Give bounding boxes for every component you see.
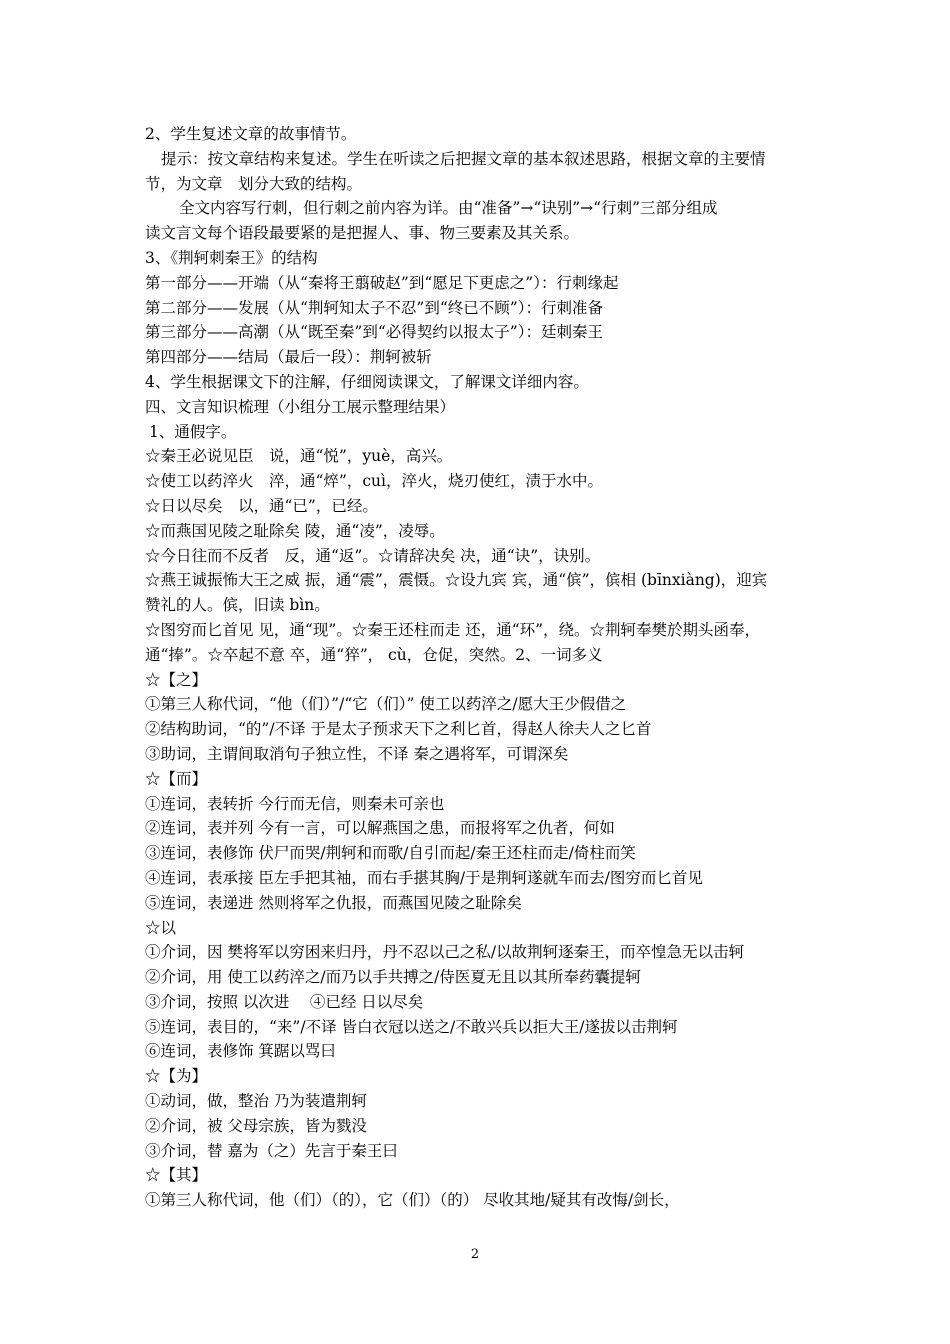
text-line: 提示：按文章结构来复述。学生在听读之后把握文章的基本叙述思路，根据文章的主要情 [161,149,766,168]
text-line: ③助词，主谓间取消句子独立性，不译 秦之遇将军，可谓深矣 [145,744,569,763]
text-line: ☆使工以药淬火 淬，通“焠”，cuì，淬火，烧刃使红，渍于水中。 [145,472,603,491]
text-line: ☆【而】 [145,769,208,788]
text-line: ②结构助词，“的”/不译 于是太子预求天下之利匕首，得赵人徐夫人之匕首 [145,720,652,739]
text-line: 第四部分——结局（最后一段）：荆轲被斩 [145,348,432,367]
text-line: ③介词，替 嘉为（之）先言于秦王曰 [145,1141,398,1160]
text-line: ③连词，表修饰 伏尸而哭/荆轲和而歌/自引而起/秦王还柱而走/倚柱而笑 [145,844,636,863]
text-line: ☆而燕国见陵之耻除矣 陵，通“凌”，凌辱。 [145,521,445,540]
text-line: ①连词，表转折 今行而无信，则秦未可亲也 [145,794,445,813]
text-line: ④连词，表承接 臣左手把其袖，而右手揕其胸/于是荆轲遂就车而去/图穷而匕首见 [145,868,703,887]
text-line: ☆【为】 [145,1067,208,1086]
text-line: 第一部分——开端（从“秦将王翦破赵”到“愿足下更虑之”）：行刺缘起 [145,273,619,292]
text-line: 2、学生复述文章的故事情节。 [145,125,357,143]
text-line: ☆燕王诚振怖大王之威 振，通“震”，震慑。☆设九宾 宾，通“傧”，傧相 (bīnxiàng)，迎宾 [145,571,768,590]
text-line: ☆秦王必说见臣 说，通“悦”，yuè，高兴。 [145,447,453,466]
text-line: 四、文言知识梳理（小组分工展示整理结果） [145,397,456,416]
text-line: ⑤连词，表目的，“来”/不译 皆白衣冠以送之/不敢兴兵以拒大王/遂拔以击荆轲 [145,1017,678,1036]
text-line: 节，为文章 划分大致的结构。 [145,174,363,193]
text-line: ☆【其】 [145,1166,208,1185]
text-line: ☆今日往而不反者 反，通“返”。☆请辞决矣 决，通“诀”，诀别。 [145,546,601,565]
text-line: ②介词，用 使工以药淬之/而乃以手共搏之/侍医夏无且以其所奉药囊提轲 [145,968,641,987]
text-line: 全文内容写行刺，但行刺之前内容为详。由“准备”→“诀别”→“行刺”三部分组成 [179,199,718,218]
text-line: 4、学生根据课文下的注解，仔细阅读课文，了解课文详细内容。 [145,372,589,391]
text-line: 第二部分——发展（从“荆轲知太子不忍”到“终已不顾”）：行刺准备 [145,298,603,317]
text-line: ⑤连词，表递进 然则将军之仇报，而燕国见陵之耻除矣 [145,893,522,912]
text-line: 3、《荆轲刺秦王》的结构 [145,248,318,267]
text-line: ③介词，按照 以次进 ④已经 日以尽矣 [145,992,424,1011]
text-line: 通“捧”。☆卒起不意 卒，通“猝”， cù，仓促，突然。2、一词多义 [145,645,603,664]
text-line: ☆【之】 [145,670,208,689]
text-line: ①第三人称代词，他（们）（的），它（们）（的） 尽收其地/疑其有改悔/剑长， [145,1191,680,1210]
text-line: ①第三人称代词，“他（们）”/“它（们）” 使工以药淬之/愿大王少假借之 [145,695,627,714]
text-line: ☆日以尽矣 以，通“已”，已经。 [145,496,378,515]
text-line: ☆以 [145,918,177,937]
text-line: ①动词，做，整治 乃为装遣荆轲 [145,1092,367,1111]
document-body [145,122,825,1213]
text-line: 读文言文每个语段最要紧的是把握人、事、物三要素及其关系。 [145,224,580,243]
text-line: ⑥连词，表修饰 箕踞以骂曰 [145,1042,336,1061]
text-line: ①介词，因 樊将军以穷困来归丹，丹不忍以己之私/以故荆轲逐秦王，而卒惶急无以击轲 [145,943,745,962]
text-line: ②连词，表并列 今有一言，可以解燕国之患，而报将军之仇者，何如 [145,819,615,838]
text-line: ☆图穷而匕首见 见，通“现”。☆秦王还柱而走 还，通“环”，绕。☆荆轲奉樊於期头函奉， [145,620,761,639]
page-number: 2 [470,1247,480,1262]
text-line: 第三部分——高潮（从“既至秦”到“必得契约以报太子”）：廷刺秦王 [145,323,603,342]
text-line: ②介词，被 父母宗族，皆为戮没 [145,1116,367,1135]
text-line: 1、通假字。 [149,422,237,441]
text-line: 赞礼的人。傧，旧读 bìn。 [145,596,330,615]
